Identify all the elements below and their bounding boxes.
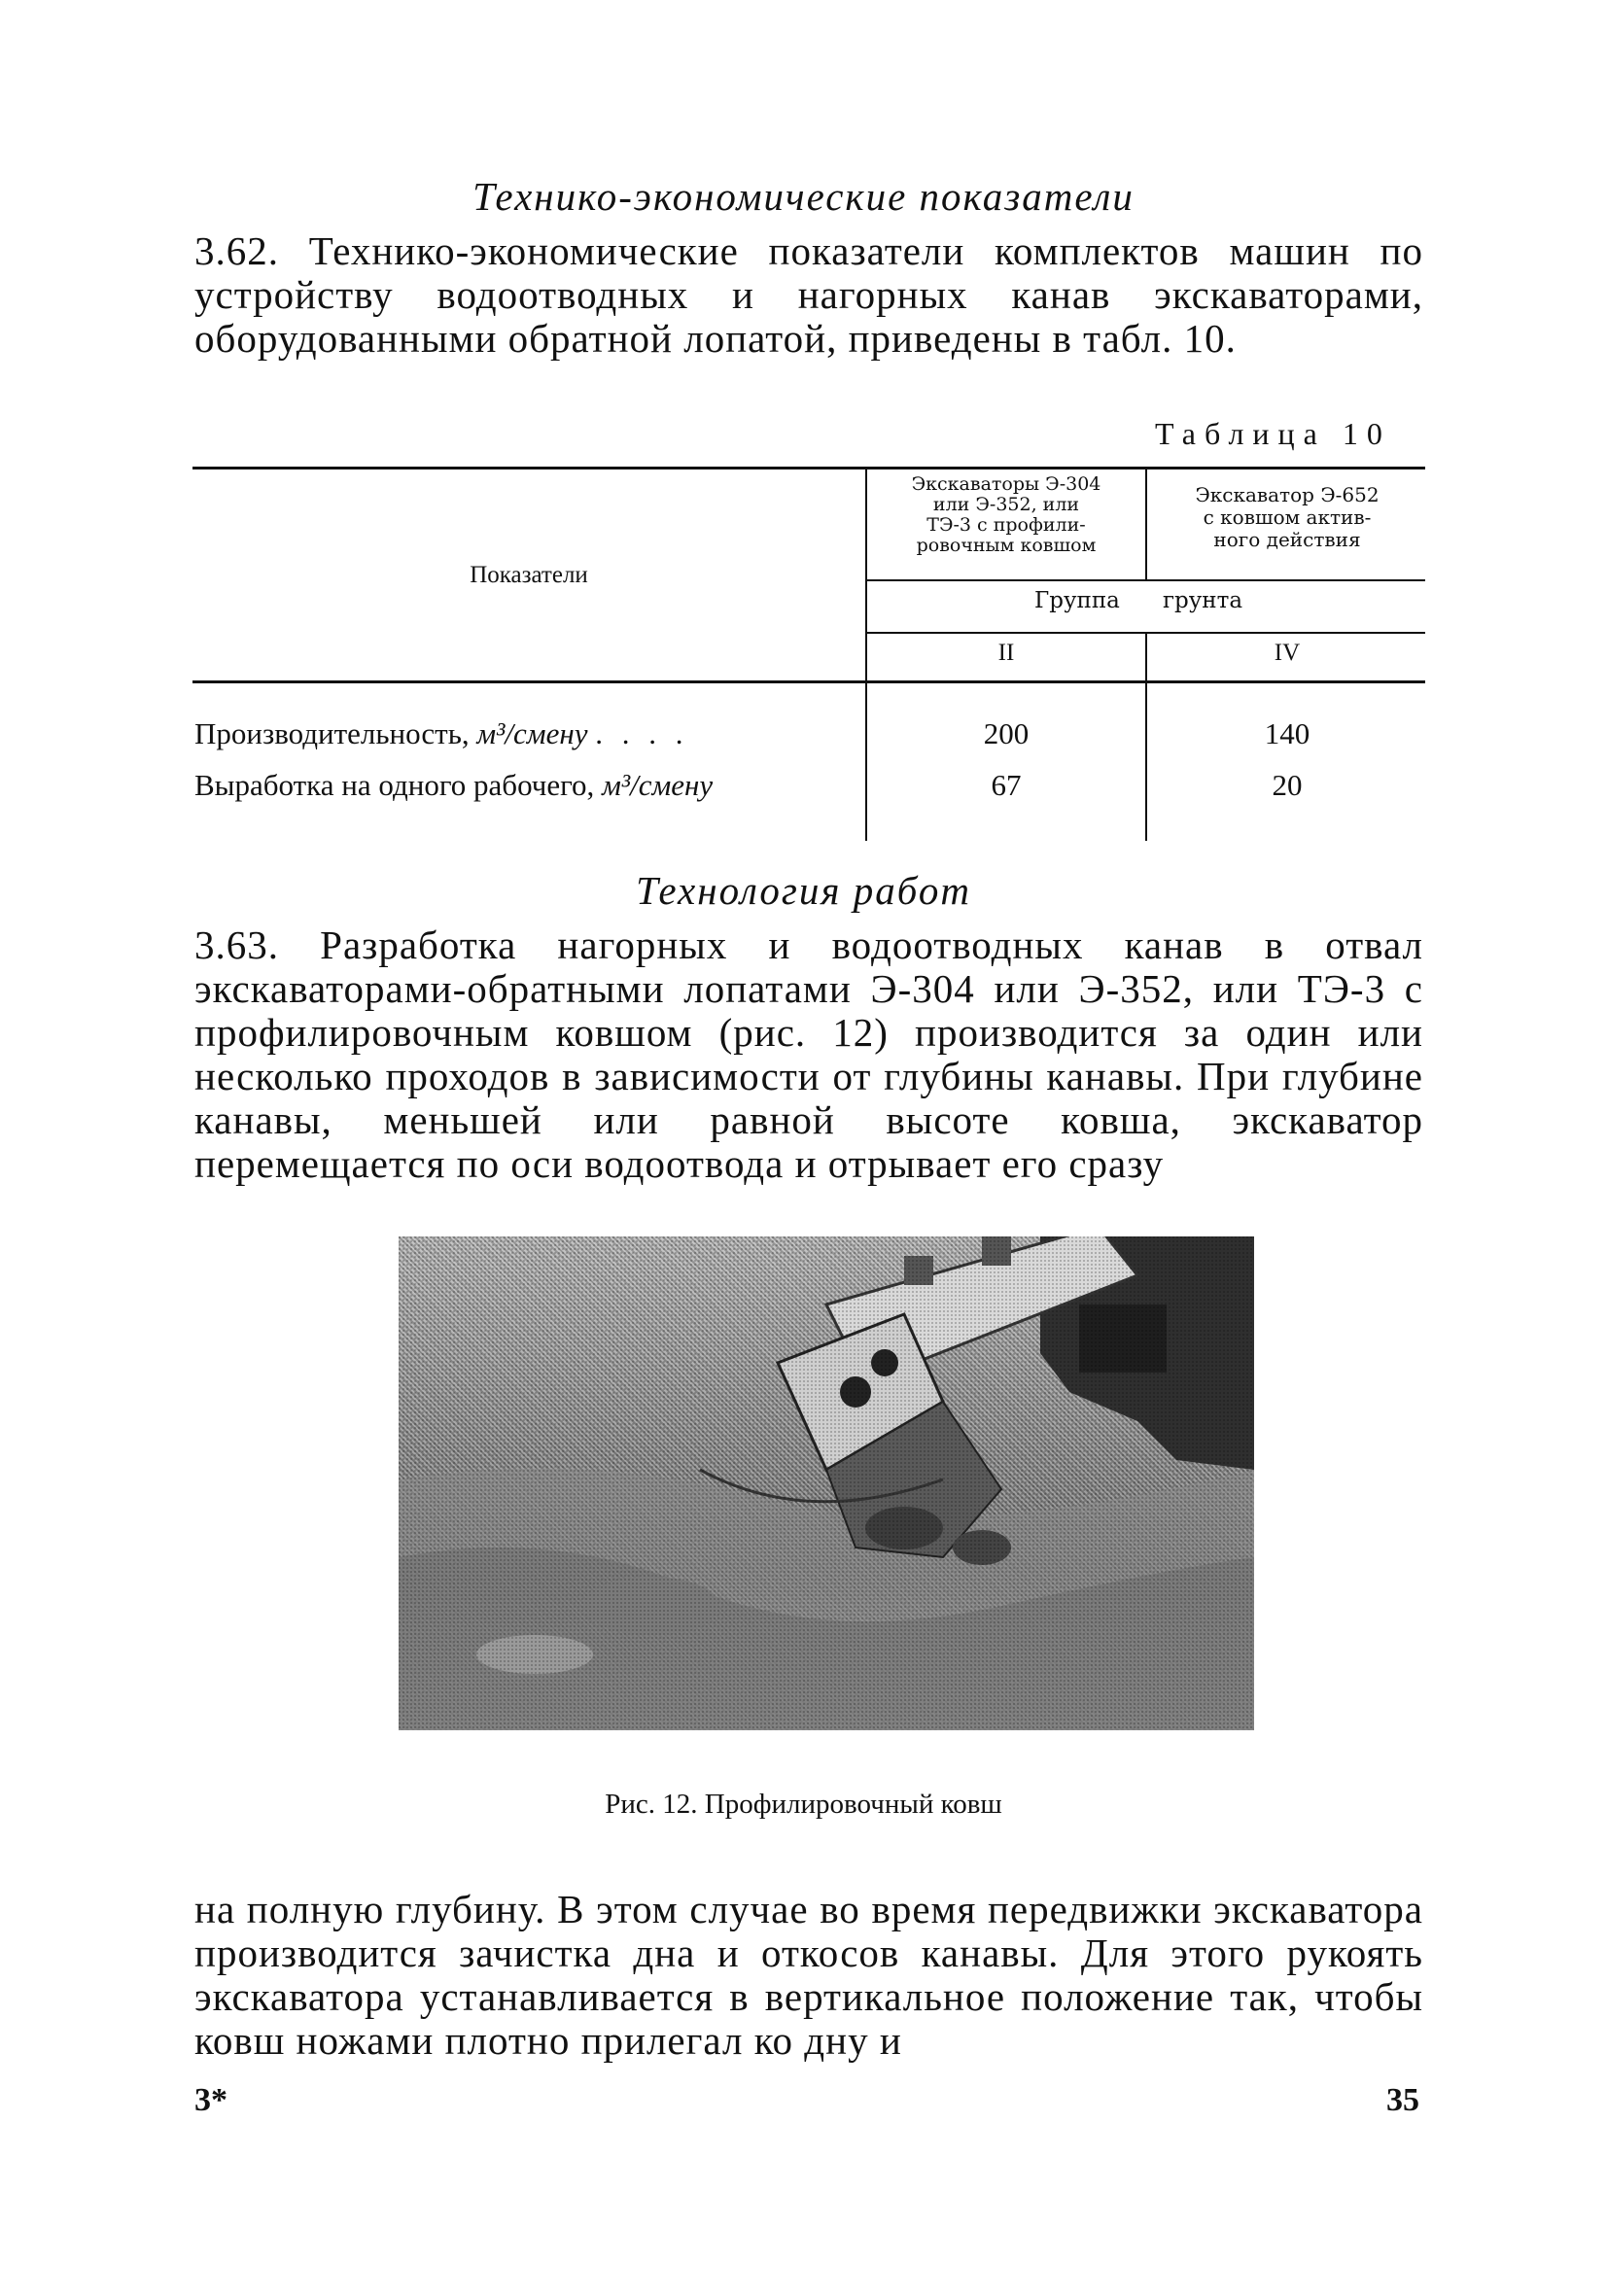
header-group-left: Группа bbox=[1034, 588, 1120, 613]
cell-value: 67 bbox=[991, 768, 1022, 802]
signature-mark: 3* bbox=[194, 2082, 227, 2118]
figure-profiling-bucket-photo bbox=[399, 1236, 1254, 1730]
table-row bbox=[194, 716, 688, 751]
header-col1-line: Экскаваторы Э-304 bbox=[911, 473, 1101, 495]
header-col1-line: или Э-352, или bbox=[932, 494, 1080, 515]
table-header-bottom-rule bbox=[192, 680, 1425, 683]
section-title-indicators: Технико-экономические показатели bbox=[472, 174, 1135, 219]
paragraph-3-62: 3.62. Технико-экономические показатели комплектов машин по устройству водоотводных и нагорных канав экскаваторами, оборудованными обратной лопатой, приведены в табл. 10. bbox=[194, 228, 1423, 361]
header-indicators: Показатели bbox=[470, 562, 588, 588]
header-soil-group-iv: IV bbox=[1274, 640, 1301, 666]
paragraph-continuation: на полную глубину. В этом случае во время передвижки экскаватора производится зачистка дна и откосов канавы. Для этого рукоять экскаватора устанавливается в вертикальное положение так, чтобы ковш ножами плотно прилегал ко дну и bbox=[194, 1887, 1423, 2063]
header-excavator-e304 bbox=[869, 474, 1143, 556]
header-col1-line: ровочным ковшом bbox=[916, 535, 1097, 556]
row-unit: м³/смену bbox=[476, 716, 588, 750]
row-label: Производительность, bbox=[194, 716, 470, 750]
table-top-rule bbox=[192, 467, 1425, 470]
page-number: 35 bbox=[1386, 2082, 1419, 2118]
table-group-rule bbox=[867, 579, 1425, 581]
table-row bbox=[194, 768, 713, 803]
header-soil-group-ii: II bbox=[997, 640, 1015, 666]
profiling-bucket-illustration bbox=[399, 1236, 1254, 1730]
row-unit: м³/смену bbox=[602, 768, 714, 802]
paragraph-3-63: 3.63. Разработка нагорных и водоотводных канав в отвал экскаваторами-обратными лопатами Э-304 или Э-352, или ТЭ-3 с профилировочным ковшом (рис. 12) производится за один или несколько проходов в зависимости от глубины канавы. При глубине канавы, меньшей или равной высоте ковша, экскаватор перемещается по оси водоотвода и отрывает его сразу bbox=[194, 922, 1423, 1186]
cell-value: 20 bbox=[1272, 768, 1303, 802]
header-col2-line: Экскаватор Э-652 bbox=[1195, 483, 1380, 506]
row-label: Выработка на одного рабочего, bbox=[194, 768, 595, 802]
figure-caption: Рис. 12. Профилировочный ковш bbox=[605, 1789, 1002, 1820]
header-group-right: грунта bbox=[1163, 588, 1243, 613]
table-label: Таблица 10 bbox=[1155, 416, 1391, 451]
row-dots: . . . . bbox=[595, 716, 689, 750]
header-col1-line: ТЭ-3 с профили- bbox=[926, 514, 1086, 536]
table-vrule-left bbox=[865, 470, 867, 841]
header-col2-line: с ковшом актив- bbox=[1203, 505, 1372, 529]
table-vrule-body bbox=[1145, 634, 1147, 841]
header-excavator-e652 bbox=[1149, 484, 1425, 551]
header-col2-line: ного действия bbox=[1213, 528, 1361, 551]
cell-value: 140 bbox=[1264, 716, 1310, 750]
table-vrule-header bbox=[1145, 470, 1147, 579]
cell-value: 200 bbox=[983, 716, 1030, 750]
section-title-technology: Технология работ bbox=[636, 868, 971, 913]
